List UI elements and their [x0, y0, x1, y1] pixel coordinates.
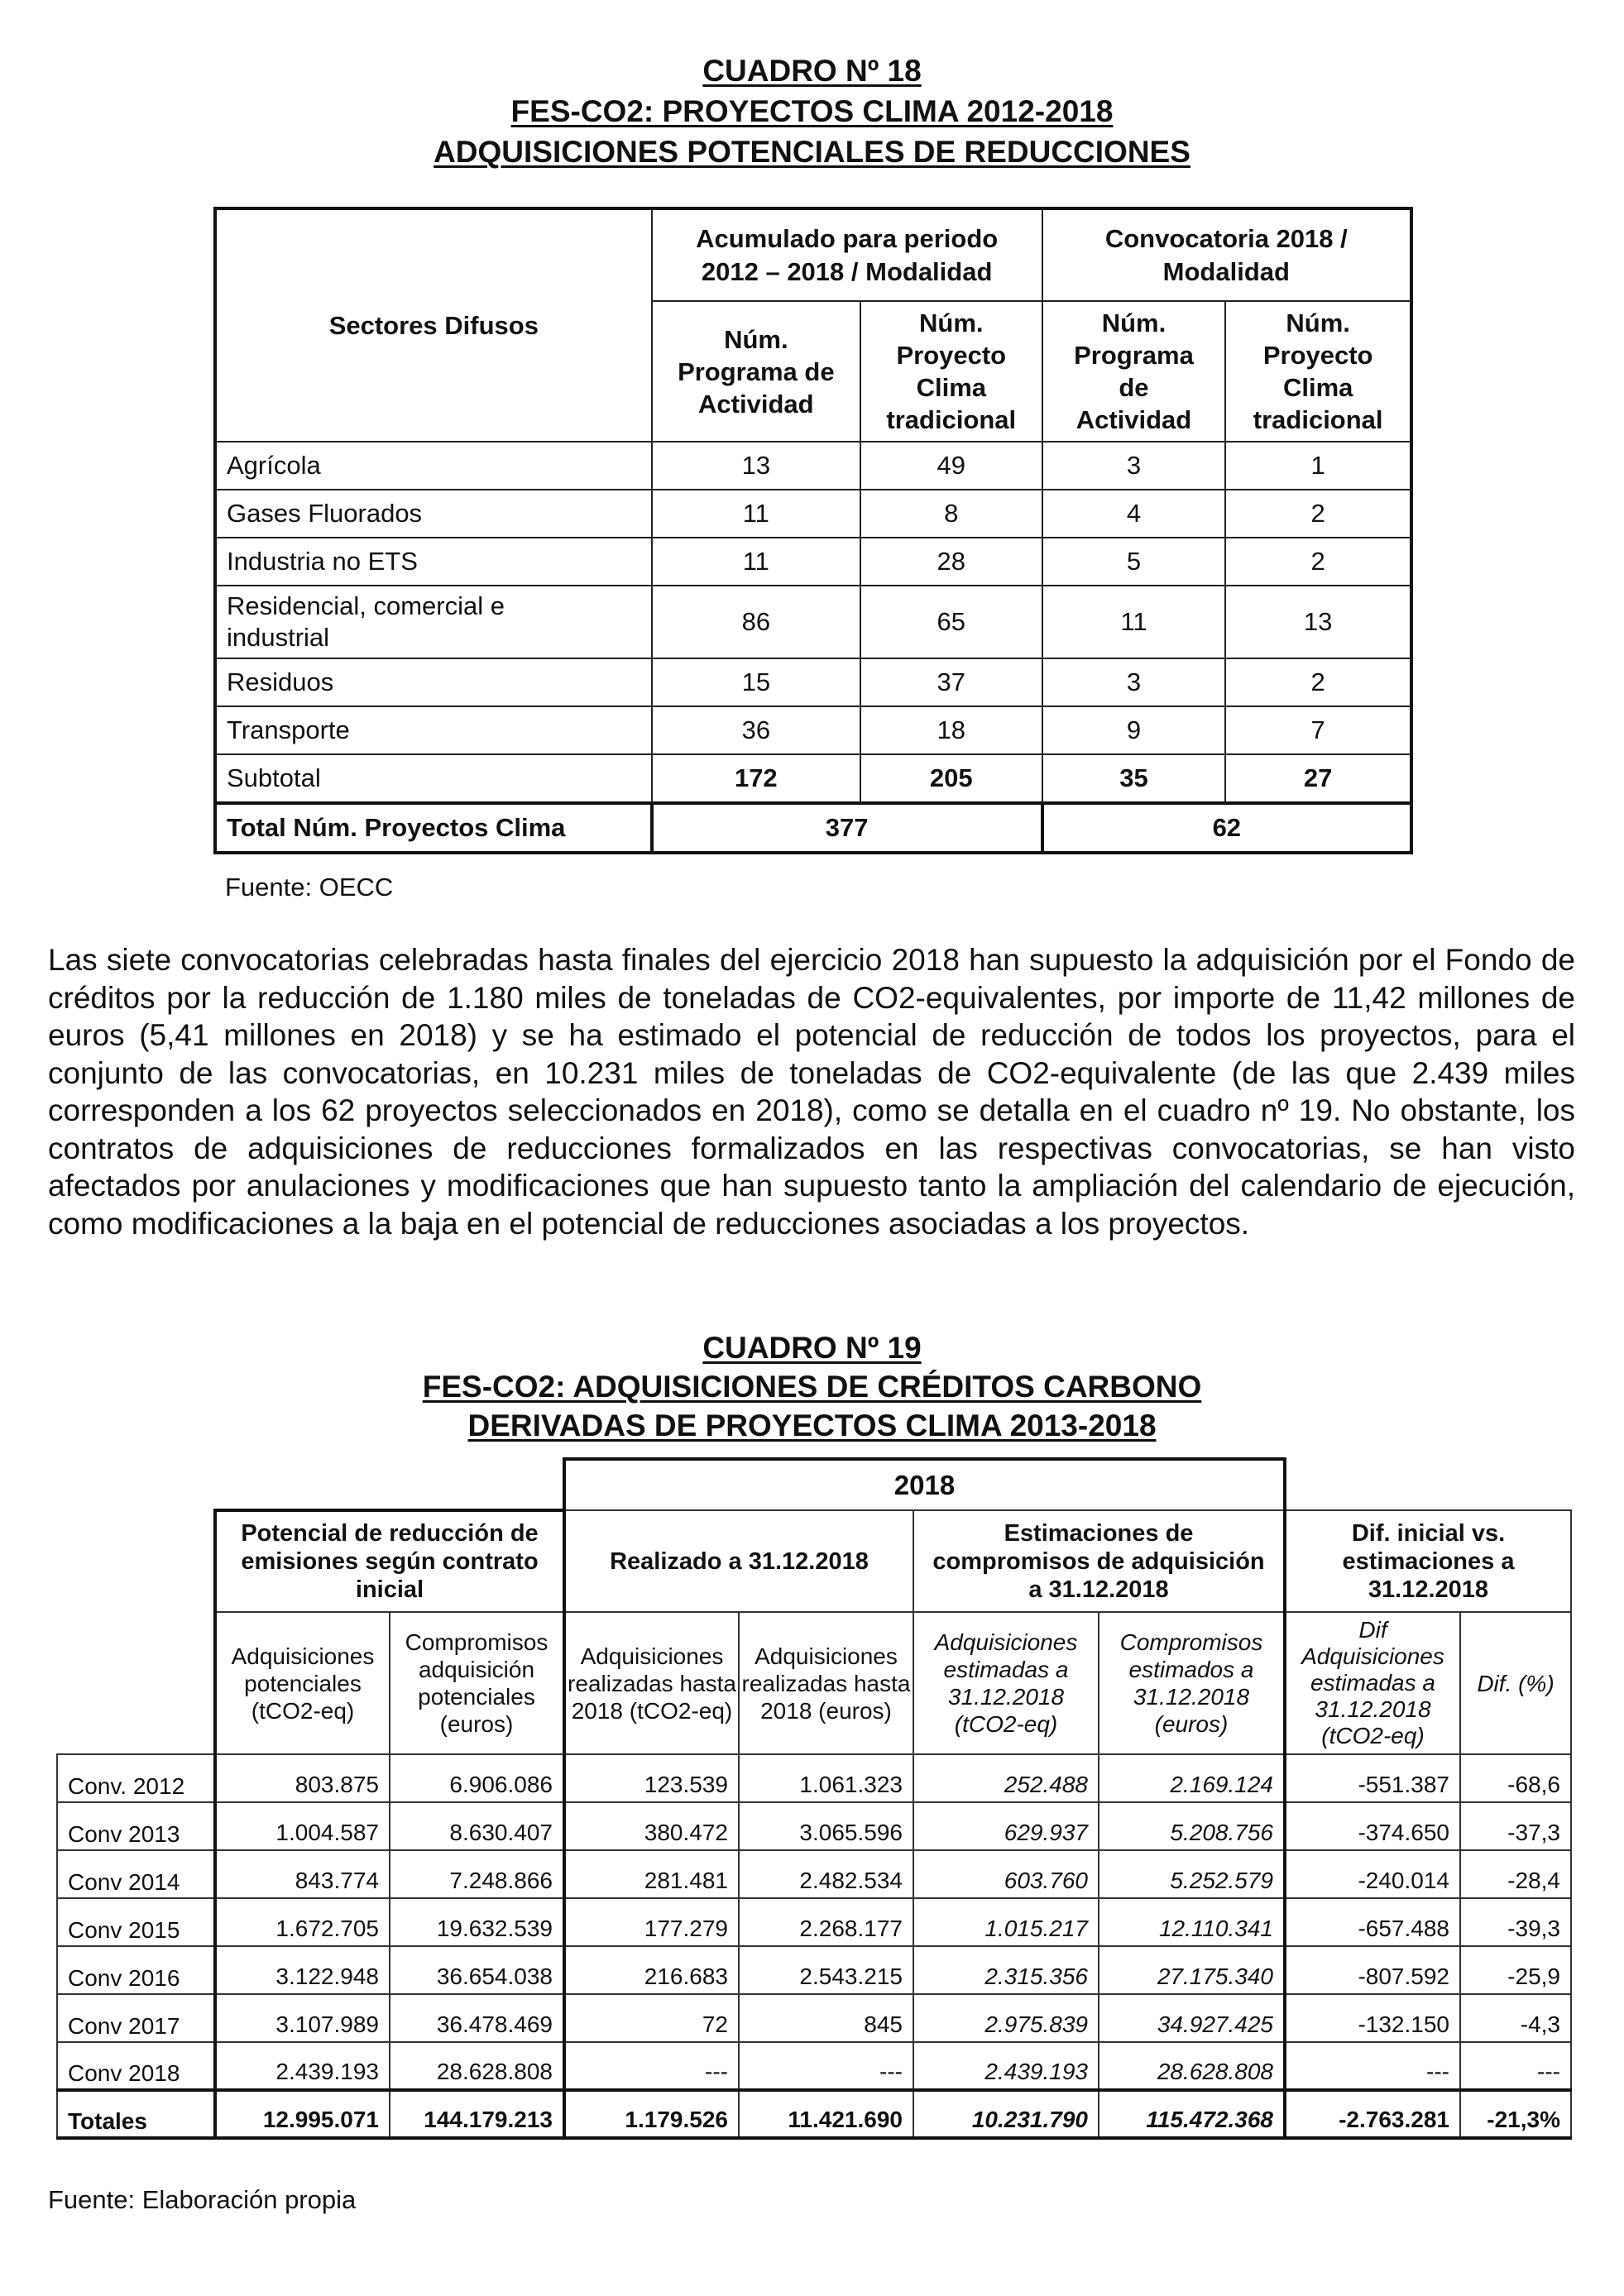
row-label: Totales [57, 2090, 215, 2138]
cell: 34.927.425 [1099, 1994, 1285, 2042]
cell: 2.268.177 [739, 1898, 913, 1946]
row-label: Industria no ETS [215, 538, 652, 586]
col-header: Adquisiciones potenciales (tCO2-eq) [215, 1612, 390, 1754]
cell: 377 [652, 803, 1042, 853]
cell: 36.654.038 [390, 1946, 564, 1994]
row-label: Residuos [215, 658, 652, 706]
cell: 62 [1042, 803, 1411, 853]
cell: 36 [652, 706, 860, 754]
col-header: Compromisos estimados a 31.12.2018 (euros) [1099, 1612, 1285, 1754]
cell: 2.439.193 [913, 2042, 1099, 2090]
cell: 3 [1042, 442, 1226, 490]
col-header: Compromisos adquisición potenciales (euros) [390, 1612, 564, 1754]
cell: 27.175.340 [1099, 1946, 1285, 1994]
totals-row [57, 2090, 1571, 2138]
cell: 6.906.086 [390, 1754, 564, 1802]
cell: -37,3 [1460, 1802, 1571, 1850]
cuadro18-title-2: FES-CO2: PROYECTOS CLIMA 2012-2018 [510, 94, 1114, 128]
row-label: Conv 2016 [57, 1946, 215, 1994]
cell: 8 [860, 490, 1042, 538]
cell: 629.937 [913, 1802, 1099, 1850]
cell: -4,3 [1460, 1994, 1571, 2042]
table-row [57, 1946, 1571, 1994]
group-realizado: Realizado a 31.12.2018 [564, 1510, 913, 1612]
cell: 843.774 [215, 1850, 390, 1898]
header-col1: Núm. Programa de Actividad [652, 301, 860, 442]
cell: 13 [652, 442, 860, 490]
cell: 12.995.071 [215, 2090, 390, 2138]
cell: 15 [652, 658, 860, 706]
cell: 115.472.368 [1099, 2090, 1285, 2138]
cuadro19-title-3: DERIVADAS DE PROYECTOS CLIMA 2013-2018 [467, 1409, 1157, 1442]
cell: 123.539 [564, 1754, 739, 1802]
cell: 803.875 [215, 1754, 390, 1802]
row-label: Conv 2013 [57, 1802, 215, 1850]
col-header: Adquisiciones realizadas hasta 2018 (euros) [739, 1612, 913, 1754]
subtotal-row [215, 754, 1411, 803]
cell: 1.672.705 [215, 1898, 390, 1946]
cell: 380.472 [564, 1802, 739, 1850]
cell: 603.760 [913, 1850, 1099, 1898]
cell: 4 [1042, 490, 1226, 538]
table-row [57, 1754, 1571, 1802]
col-header: Adquisiciones estimadas a 31.12.2018 (tCO2-eq) [913, 1612, 1099, 1754]
cell: 3.065.596 [739, 1802, 913, 1850]
col-header: Adquisiciones realizadas hasta 2018 (tCO2-eq) [564, 1612, 739, 1754]
table-row [215, 658, 1411, 706]
table-row [57, 1850, 1571, 1898]
table-row [57, 1898, 1571, 1946]
cell: 5.252.579 [1099, 1850, 1285, 1898]
cuadro18-table [213, 207, 1413, 854]
body-paragraph: Las siete convocatorias celebradas hasta finales del ejercicio 2018 han supuesto la adquisición por el Fondo de créditos por la reducción de 1.180 miles de toneladas de CO2-equivalentes, por importe de 11,42 millones de euros (5,41 millones en 2018) y se ha estimado el potencial de reducción de todos los proyectos, para el conjunto de las convocatorias, en 10.231 miles de toneladas de CO2-equivalente (de las que 2.439 miles corresponden a los 62 proyectos seleccionados en 2018), como se detalla en el cuadro nº 19. No obstante, los contratos de adquisiciones de reducciones formalizados en las respectivas convocatorias, se han visto afectados por anulaciones y modificaciones que han supuesto tanto la ampliación del calendario de ejecución, como modificaciones a la baja en el potencial de reducciones asociadas a los proyectos. [48, 943, 1575, 1241]
cell: --- [739, 2042, 913, 2090]
cell: 3 [1042, 658, 1226, 706]
cell: -374.650 [1285, 1802, 1460, 1850]
row-label: Conv 2015 [57, 1898, 215, 1946]
cell: 2 [1225, 538, 1411, 586]
cell: 7 [1225, 706, 1411, 754]
cell: 1.179.526 [564, 2090, 739, 2138]
cell: 1.061.323 [739, 1754, 913, 1802]
cell: 11.421.690 [739, 2090, 913, 2138]
cell: 12.110.341 [1099, 1898, 1285, 1946]
table-row [57, 1802, 1571, 1850]
cell: 9 [1042, 706, 1226, 754]
header-group-convocatoria: Convocatoria 2018 / Modalidad [1042, 208, 1411, 301]
cell: 11 [1042, 586, 1226, 658]
cell: 19.632.539 [390, 1898, 564, 1946]
cell: 18 [860, 706, 1042, 754]
cell: 86 [652, 586, 860, 658]
table-row [57, 2042, 1571, 2090]
col-header: Dif Adquisiciones estimadas a 31.12.2018 (tCO2-eq) [1285, 1612, 1460, 1754]
cell: 2 [1225, 490, 1411, 538]
cuadro19-title-1: CUADRO Nº 19 [702, 1331, 922, 1365]
cell: -2.763.281 [1285, 2090, 1460, 2138]
group-estimaciones: Estimaciones de compromisos de adquisición a 31.12.2018 [913, 1510, 1285, 1612]
cell: 2.482.534 [739, 1850, 913, 1898]
cell: 2.439.193 [215, 2042, 390, 2090]
table-row [215, 538, 1411, 586]
cell: 252.488 [913, 1754, 1099, 1802]
group-diferencia: Dif. inicial vs. estimaciones a 31.12.2018 [1285, 1510, 1571, 1612]
cell: -240.014 [1285, 1850, 1460, 1898]
row-label: Total Núm. Proyectos Clima [215, 803, 652, 853]
cell: 13 [1225, 586, 1411, 658]
total-row [215, 803, 1411, 853]
header-col2: Núm. Proyecto Clima tradicional [860, 301, 1042, 442]
cell: 11 [652, 538, 860, 586]
cell: --- [1285, 2042, 1460, 2090]
table-row [215, 442, 1411, 490]
cell: 2.975.839 [913, 1994, 1099, 2042]
cell: 3.122.948 [215, 1946, 390, 1994]
cell: 281.481 [564, 1850, 739, 1898]
col-header: Dif. (%) [1460, 1612, 1571, 1754]
cell: -21,3% [1460, 2090, 1571, 2138]
cell: 2 [1225, 658, 1411, 706]
cell: 49 [860, 442, 1042, 490]
cell: 2.315.356 [913, 1946, 1099, 1994]
cell: 28.628.808 [1099, 2042, 1285, 2090]
cell: --- [1460, 2042, 1571, 2090]
cuadro18-title-3: ADQUISICIONES POTENCIALES DE REDUCCIONES [434, 135, 1190, 169]
row-label: Conv 2018 [57, 2042, 215, 2090]
header-col3: Núm. Programa de Actividad [1042, 301, 1226, 442]
cell: 2.169.124 [1099, 1754, 1285, 1802]
cell: 35 [1042, 754, 1226, 803]
cell: 7.248.866 [390, 1850, 564, 1898]
cell: 5.208.756 [1099, 1802, 1285, 1850]
cell: --- [564, 2042, 739, 2090]
row-label: Conv. 2012 [57, 1754, 215, 1802]
cell: -132.150 [1285, 1994, 1460, 2042]
cuadro19-table [56, 1457, 1572, 2140]
cell: 8.630.407 [390, 1802, 564, 1850]
cell: 37 [860, 658, 1042, 706]
cell: 845 [739, 1994, 913, 2042]
row-label: Conv 2017 [57, 1994, 215, 2042]
header-col4: Núm. Proyecto Clima tradicional [1225, 301, 1411, 442]
cell: -807.592 [1285, 1946, 1460, 1994]
cell: 65 [860, 586, 1042, 658]
row-label: Conv 2014 [57, 1850, 215, 1898]
cell: 11 [652, 490, 860, 538]
table-row [215, 706, 1411, 754]
row-label: Subtotal [215, 754, 652, 803]
cell: 205 [860, 754, 1042, 803]
cell: 177.279 [564, 1898, 739, 1946]
cell: 3.107.989 [215, 1994, 390, 2042]
cell: -39,3 [1460, 1898, 1571, 1946]
cell: 1.004.587 [215, 1802, 390, 1850]
cell: 72 [564, 1994, 739, 2042]
cell: 28.628.808 [390, 2042, 564, 2090]
cell: 2.543.215 [739, 1946, 913, 1994]
cell: 1.015.217 [913, 1898, 1099, 1946]
cell: 5 [1042, 538, 1226, 586]
row-label: Transporte [215, 706, 652, 754]
cell: -25,9 [1460, 1946, 1571, 1994]
cell: -657.488 [1285, 1898, 1460, 1946]
cell: -551.387 [1285, 1754, 1460, 1802]
table-row [215, 490, 1411, 538]
header-sectors: Sectores Difusos [215, 208, 652, 442]
row-label: Gases Fluorados [215, 490, 652, 538]
group-potencial: Potencial de reducción de emisiones según contrato inicial [215, 1510, 564, 1612]
row-label: Residencial, comercial e industrial [215, 586, 652, 658]
cell: 10.231.790 [913, 2090, 1099, 2138]
header-group-acumulado: Acumulado para periodo 2012 – 2018 / Modalidad [652, 208, 1042, 301]
cuadro18-source: Fuente: OECC [225, 873, 394, 902]
cell: -68,6 [1460, 1754, 1571, 1802]
cell: 27 [1225, 754, 1411, 803]
cuadro18-title-1: CUADRO Nº 18 [702, 54, 922, 88]
cuadro19-title-2: FES-CO2: ADQUISICIONES DE CRÉDITOS CARBONO [422, 1370, 1202, 1404]
cell: 144.179.213 [390, 2090, 564, 2138]
cuadro19-source: Fuente: Elaboración propia [48, 2185, 357, 2214]
cell: 216.683 [564, 1946, 739, 1994]
cell: 28 [860, 538, 1042, 586]
cell: 172 [652, 754, 860, 803]
table-row [57, 1994, 1571, 2042]
year-header: 2018 [564, 1459, 1285, 1510]
cell: -28,4 [1460, 1850, 1571, 1898]
row-label: Agrícola [215, 442, 652, 490]
cell: 1 [1225, 442, 1411, 490]
cell: 36.478.469 [390, 1994, 564, 2042]
table-row [215, 586, 1411, 658]
